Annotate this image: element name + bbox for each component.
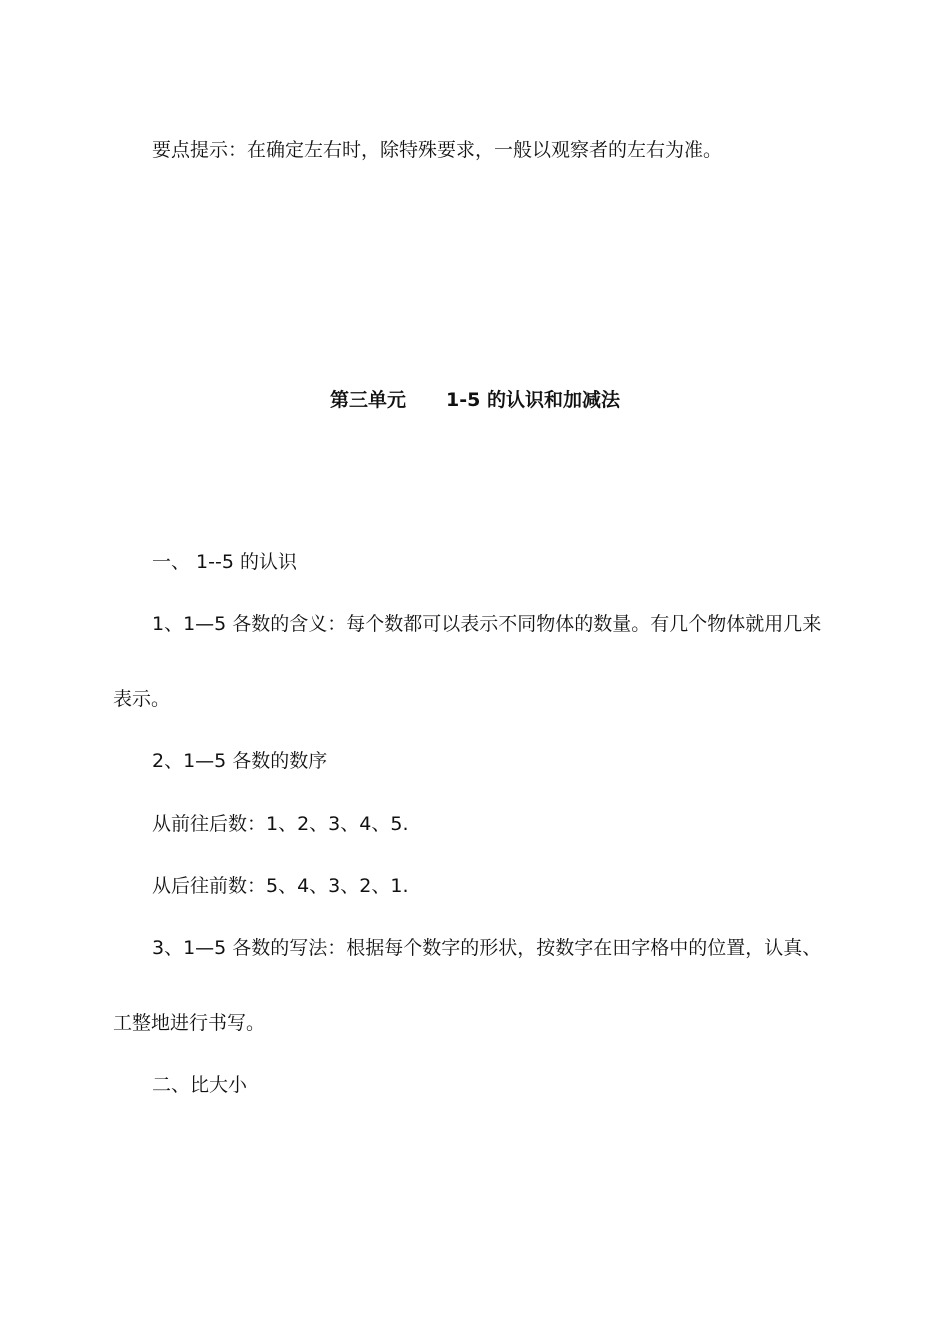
item1-line2: 表示。: [113, 688, 171, 710]
item3-line1: 3、1—5 各数的写法：根据每个数字的形状，按数字在田字格中的位置，认真、: [152, 937, 822, 959]
unit-title-topic: 1-5 的认识和加减法: [446, 389, 620, 411]
item2: 2、1—5 各数的数序: [152, 750, 328, 772]
tip-paragraph: 要点提示：在确定左右时，除特殊要求，一般以观察者的左右为准。: [152, 139, 723, 161]
unit-title: [0, 388, 950, 412]
order-backward: 从后往前数：5、4、3、2、1.: [152, 875, 409, 897]
order-forward: 从前往后数：1、2、3、4、5.: [152, 813, 409, 835]
unit-title-unit: 第三单元: [330, 389, 407, 411]
section-heading-2: 二、比大小: [152, 1074, 248, 1096]
section-heading-1: 一、 1--5 的认识: [152, 551, 297, 573]
item3-line2: 工整地进行书写。: [113, 1012, 266, 1034]
item1-line1: 1、1—5 各数的含义：每个数都可以表示不同物体的数量。有几个物体就用几来: [152, 613, 822, 635]
